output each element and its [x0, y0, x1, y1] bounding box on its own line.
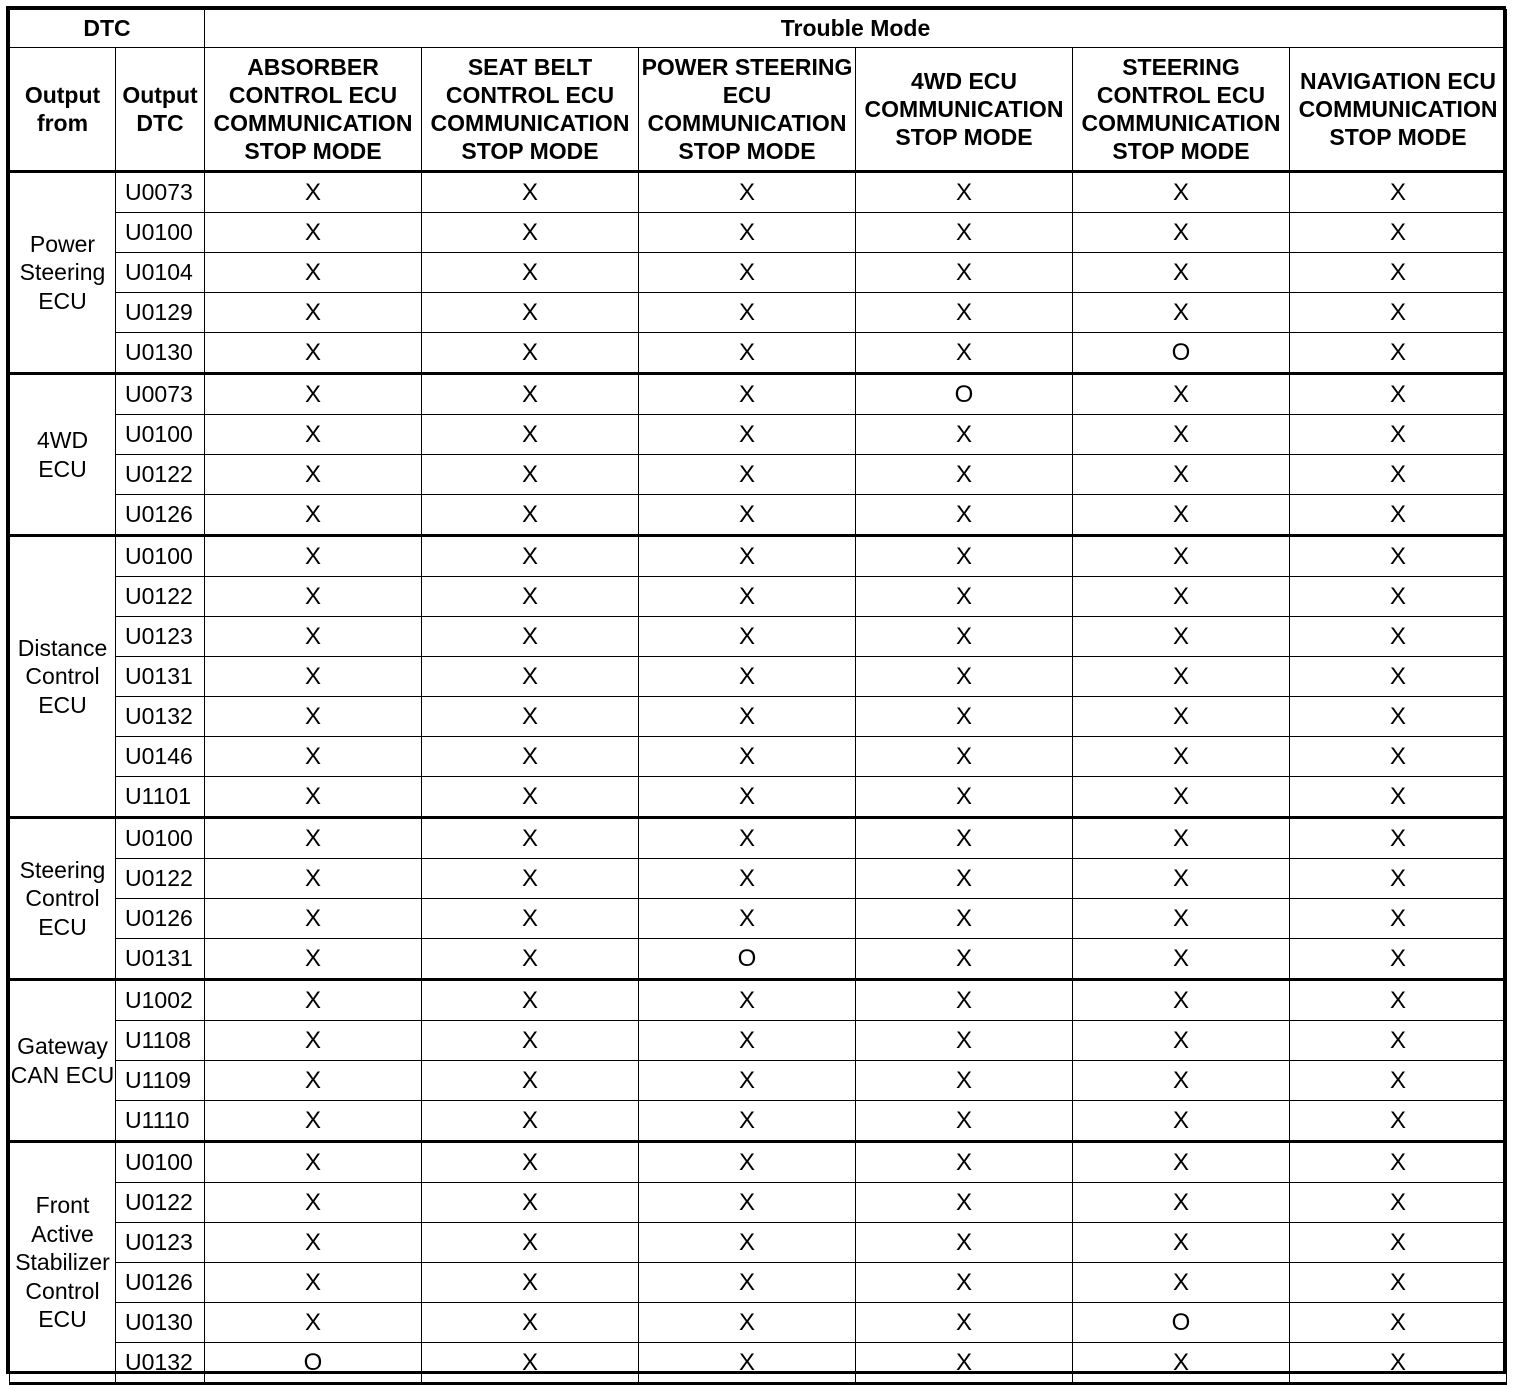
table-row: [10, 577, 1507, 617]
table-row: [10, 172, 1507, 213]
mode-mark-cell: X: [1290, 818, 1507, 859]
mode-mark-cell: X: [856, 213, 1073, 253]
mode-mark-cell: X: [1290, 1303, 1507, 1343]
mode-mark-cell: X: [205, 1021, 422, 1061]
output-dtc-header: Output DTC: [116, 48, 205, 172]
mode-mark-cell: X: [856, 172, 1073, 213]
mode-mark-cell: X: [422, 939, 639, 980]
mode-mark-cell: X: [1073, 213, 1290, 253]
mode-mark-cell: X: [856, 1101, 1073, 1142]
mode-mark-cell: X: [205, 980, 422, 1021]
mode-mark-cell: X: [639, 980, 856, 1021]
mode-mark-cell: X: [1073, 415, 1290, 455]
output-dtc-cell: U0073: [116, 172, 205, 213]
mode-mark-cell: X: [1290, 455, 1507, 495]
output-dtc-cell: U1108: [116, 1021, 205, 1061]
mode-mark-cell: X: [856, 657, 1073, 697]
mode-mark-cell: X: [1290, 980, 1507, 1021]
mode-mark-cell: X: [639, 333, 856, 374]
mode-mark-cell: X: [1290, 737, 1507, 777]
mode-mark-cell: X: [1290, 697, 1507, 737]
mode-mark-cell: X: [639, 1263, 856, 1303]
mode-mark-cell: X: [856, 859, 1073, 899]
mode-mark-cell: X: [1073, 899, 1290, 939]
output-dtc-cell: U0104: [116, 253, 205, 293]
mode-mark-cell: X: [422, 455, 639, 495]
mode-mark-cell: X: [1290, 1142, 1507, 1183]
mode-mark-cell: X: [422, 374, 639, 415]
mode-mark-cell: X: [1290, 1183, 1507, 1223]
mode-mark-cell: X: [205, 737, 422, 777]
mode-mark-cell: X: [1290, 213, 1507, 253]
output-dtc-cell: U0100: [116, 1142, 205, 1183]
trouble-mode-header: Trouble Mode: [205, 10, 1507, 48]
mode-mark-cell: O: [639, 939, 856, 980]
output-dtc-cell: U0123: [116, 617, 205, 657]
mode-mark-cell: X: [205, 1142, 422, 1183]
mode-mark-cell: X: [422, 293, 639, 333]
mode-mark-cell: X: [1290, 1021, 1507, 1061]
mode-mark-cell: X: [639, 1101, 856, 1142]
mode-mark-cell: X: [856, 1303, 1073, 1343]
mode-mark-cell: X: [205, 697, 422, 737]
mode-mark-cell: X: [1073, 1223, 1290, 1263]
mode-mark-cell: X: [205, 818, 422, 859]
table-row: [10, 657, 1507, 697]
mode-mark-cell: X: [856, 293, 1073, 333]
output-dtc-cell: U0132: [116, 1343, 205, 1384]
mode-mark-cell: X: [1290, 777, 1507, 818]
mode-mark-cell: X: [1290, 495, 1507, 536]
mode-mark-cell: X: [1073, 374, 1290, 415]
mode-mark-cell: X: [1073, 1021, 1290, 1061]
table-row: [10, 737, 1507, 777]
mode-mark-cell: X: [1073, 172, 1290, 213]
table-row: [10, 1223, 1507, 1263]
output-dtc-cell: U0100: [116, 818, 205, 859]
mode-mark-cell: X: [639, 172, 856, 213]
mode-header-seat-belt: SEAT BELT CONTROL ECU COMMUNICATION STOP MODE: [422, 48, 639, 172]
mode-mark-cell: X: [422, 1223, 639, 1263]
mode-mark-cell: X: [205, 213, 422, 253]
mode-mark-cell: X: [205, 577, 422, 617]
mode-mark-cell: X: [1073, 939, 1290, 980]
mode-mark-cell: X: [422, 1021, 639, 1061]
mode-mark-cell: X: [205, 899, 422, 939]
mode-mark-cell: X: [1073, 1061, 1290, 1101]
mode-mark-cell: X: [1073, 536, 1290, 577]
mode-mark-cell: X: [1290, 617, 1507, 657]
mode-mark-cell: X: [205, 939, 422, 980]
mode-mark-cell: X: [1290, 172, 1507, 213]
mode-mark-cell: O: [856, 374, 1073, 415]
mode-mark-cell: X: [856, 777, 1073, 818]
mode-mark-cell: X: [422, 899, 639, 939]
mode-mark-cell: X: [639, 777, 856, 818]
table-row: [10, 1343, 1507, 1384]
mode-mark-cell: X: [639, 1142, 856, 1183]
mode-mark-cell: X: [639, 859, 856, 899]
mode-mark-cell: X: [1290, 536, 1507, 577]
mode-mark-cell: X: [422, 253, 639, 293]
mode-mark-cell: X: [856, 899, 1073, 939]
table-body: [10, 172, 1507, 1384]
dtc-trouble-mode-table: [9, 9, 1507, 1385]
mode-mark-cell: X: [1073, 657, 1290, 697]
mode-mark-cell: X: [856, 697, 1073, 737]
mode-mark-cell: O: [205, 1343, 422, 1384]
mode-mark-cell: X: [1290, 253, 1507, 293]
mode-mark-cell: X: [1290, 939, 1507, 980]
mode-mark-cell: X: [205, 495, 422, 536]
mode-mark-cell: X: [205, 859, 422, 899]
mode-mark-cell: X: [1073, 253, 1290, 293]
mode-mark-cell: X: [1073, 1101, 1290, 1142]
output-dtc-cell: U0130: [116, 1303, 205, 1343]
output-dtc-cell: U1110: [116, 1101, 205, 1142]
mode-mark-cell: X: [205, 1223, 422, 1263]
mode-mark-cell: X: [1073, 859, 1290, 899]
mode-mark-cell: X: [422, 697, 639, 737]
mode-mark-cell: X: [422, 1061, 639, 1101]
mode-mark-cell: X: [856, 333, 1073, 374]
mode-mark-cell: X: [1290, 859, 1507, 899]
mode-mark-cell: X: [1290, 577, 1507, 617]
mode-mark-cell: X: [205, 1183, 422, 1223]
mode-mark-cell: X: [639, 213, 856, 253]
mode-mark-cell: X: [639, 1223, 856, 1263]
mode-mark-cell: X: [856, 1142, 1073, 1183]
table-row: [10, 1183, 1507, 1223]
mode-mark-cell: X: [639, 818, 856, 859]
mode-mark-cell: X: [422, 617, 639, 657]
output-dtc-cell: U1101: [116, 777, 205, 818]
output-dtc-cell: U0100: [116, 415, 205, 455]
mode-mark-cell: X: [639, 1021, 856, 1061]
mode-mark-cell: X: [1290, 374, 1507, 415]
mode-mark-cell: X: [1073, 1183, 1290, 1223]
mode-mark-cell: X: [422, 1183, 639, 1223]
mode-mark-cell: X: [422, 1343, 639, 1384]
mode-mark-cell: X: [422, 536, 639, 577]
mode-mark-cell: X: [856, 737, 1073, 777]
mode-mark-cell: X: [639, 495, 856, 536]
table-row: [10, 1021, 1507, 1061]
mode-mark-cell: X: [856, 1021, 1073, 1061]
output-dtc-cell: U0130: [116, 333, 205, 374]
mode-mark-cell: X: [639, 737, 856, 777]
mode-header-steering-control: STEERING CONTROL ECU COMMUNICATION STOP MODE: [1073, 48, 1290, 172]
table-row: [10, 1142, 1507, 1183]
mode-mark-cell: X: [856, 495, 1073, 536]
output-dtc-cell: U1002: [116, 980, 205, 1021]
mode-mark-cell: X: [205, 455, 422, 495]
mode-mark-cell: X: [639, 899, 856, 939]
output-dtc-cell: U1109: [116, 1061, 205, 1101]
output-dtc-cell: U0146: [116, 737, 205, 777]
mode-mark-cell: X: [1290, 1263, 1507, 1303]
mode-mark-cell: X: [422, 1142, 639, 1183]
mode-mark-cell: X: [1290, 1061, 1507, 1101]
output-from-cell: Gateway CAN ECU: [10, 980, 116, 1142]
output-dtc-cell: U0126: [116, 495, 205, 536]
mode-mark-cell: X: [856, 415, 1073, 455]
mode-mark-cell: X: [1290, 1343, 1507, 1384]
table-row: [10, 1263, 1507, 1303]
table-row: [10, 333, 1507, 374]
mode-mark-cell: X: [856, 1183, 1073, 1223]
output-dtc-cell: U0126: [116, 899, 205, 939]
mode-mark-cell: X: [422, 859, 639, 899]
output-from-header: Output from: [10, 48, 116, 172]
mode-header-navigation: NAVIGATION ECU COMMUNICATION STOP MODE: [1290, 48, 1507, 172]
output-from-cell: Front Active Stabilizer Control ECU: [10, 1142, 116, 1384]
mode-mark-cell: X: [1073, 617, 1290, 657]
mode-mark-cell: X: [639, 577, 856, 617]
output-dtc-cell: U0123: [116, 1223, 205, 1263]
mode-mark-cell: X: [1073, 737, 1290, 777]
mode-mark-cell: X: [1290, 1101, 1507, 1142]
mode-mark-cell: X: [1290, 293, 1507, 333]
mode-mark-cell: X: [205, 617, 422, 657]
mode-header-4wd: 4WD ECU COMMUNICATION STOP MODE: [856, 48, 1073, 172]
header-row-columns: [10, 48, 1507, 172]
mode-mark-cell: X: [856, 536, 1073, 577]
mode-mark-cell: X: [639, 617, 856, 657]
mode-mark-cell: X: [1290, 333, 1507, 374]
mode-mark-cell: X: [1073, 980, 1290, 1021]
mode-mark-cell: X: [1073, 495, 1290, 536]
output-dtc-cell: U0131: [116, 939, 205, 980]
mode-mark-cell: X: [205, 777, 422, 818]
mode-mark-cell: X: [205, 657, 422, 697]
mode-mark-cell: X: [856, 253, 1073, 293]
mode-mark-cell: O: [1073, 333, 1290, 374]
mode-mark-cell: X: [639, 1061, 856, 1101]
mode-mark-cell: X: [422, 818, 639, 859]
table-row: [10, 374, 1507, 415]
output-dtc-cell: U0122: [116, 859, 205, 899]
output-from-cell: 4WD ECU: [10, 374, 116, 536]
mode-mark-cell: X: [1073, 577, 1290, 617]
dtc-trouble-mode-table-frame: [6, 6, 1506, 1374]
mode-mark-cell: X: [422, 172, 639, 213]
table-row: [10, 213, 1507, 253]
output-from-cell: Power Steering ECU: [10, 172, 116, 374]
mode-mark-cell: X: [639, 455, 856, 495]
mode-mark-cell: X: [639, 253, 856, 293]
table-row: [10, 818, 1507, 859]
dtc-header: DTC: [10, 10, 205, 48]
output-dtc-cell: U0126: [116, 1263, 205, 1303]
output-dtc-cell: U0100: [116, 213, 205, 253]
mode-mark-cell: X: [639, 415, 856, 455]
mode-mark-cell: X: [422, 333, 639, 374]
mode-mark-cell: X: [639, 374, 856, 415]
mode-mark-cell: X: [856, 1223, 1073, 1263]
output-from-cell: Steering Control ECU: [10, 818, 116, 980]
table-row: [10, 777, 1507, 818]
table-row: [10, 293, 1507, 333]
output-dtc-cell: U0100: [116, 536, 205, 577]
mode-mark-cell: X: [1290, 899, 1507, 939]
mode-mark-cell: X: [639, 536, 856, 577]
mode-mark-cell: X: [205, 172, 422, 213]
table-row: [10, 415, 1507, 455]
table-row: [10, 697, 1507, 737]
table-row: [10, 1303, 1507, 1343]
mode-mark-cell: X: [205, 536, 422, 577]
output-dtc-cell: U0073: [116, 374, 205, 415]
mode-mark-cell: X: [422, 1303, 639, 1343]
table-row: [10, 939, 1507, 980]
mode-mark-cell: X: [205, 1303, 422, 1343]
mode-mark-cell: X: [639, 293, 856, 333]
mode-header-power-steering: POWER STEERING ECU COMMUNICATION STOP MODE: [639, 48, 856, 172]
mode-mark-cell: X: [205, 374, 422, 415]
mode-mark-cell: X: [422, 415, 639, 455]
mode-mark-cell: X: [639, 1183, 856, 1223]
output-dtc-cell: U0129: [116, 293, 205, 333]
output-dtc-cell: U0122: [116, 455, 205, 495]
mode-mark-cell: X: [856, 617, 1073, 657]
mode-mark-cell: X: [205, 293, 422, 333]
table-row: [10, 1101, 1507, 1142]
mode-mark-cell: X: [422, 495, 639, 536]
output-dtc-cell: U0132: [116, 697, 205, 737]
mode-mark-cell: X: [205, 1101, 422, 1142]
mode-mark-cell: X: [1290, 415, 1507, 455]
mode-mark-cell: X: [205, 1263, 422, 1303]
output-dtc-cell: U0122: [116, 1183, 205, 1223]
table-row: [10, 495, 1507, 536]
mode-mark-cell: X: [639, 1343, 856, 1384]
mode-mark-cell: X: [639, 1303, 856, 1343]
table-row: [10, 617, 1507, 657]
table-row: [10, 899, 1507, 939]
mode-mark-cell: X: [1073, 1263, 1290, 1303]
mode-mark-cell: X: [856, 455, 1073, 495]
mode-mark-cell: X: [422, 980, 639, 1021]
table-row: [10, 859, 1507, 899]
table-row: [10, 536, 1507, 577]
mode-mark-cell: X: [856, 577, 1073, 617]
mode-mark-cell: X: [205, 415, 422, 455]
output-dtc-cell: U0122: [116, 577, 205, 617]
output-dtc-cell: U0131: [116, 657, 205, 697]
table-row: [10, 980, 1507, 1021]
mode-mark-cell: X: [1073, 1343, 1290, 1384]
mode-mark-cell: X: [422, 1263, 639, 1303]
mode-mark-cell: O: [1073, 1303, 1290, 1343]
mode-mark-cell: X: [1073, 697, 1290, 737]
mode-header-absorber: ABSORBER CONTROL ECU COMMUNICATION STOP MODE: [205, 48, 422, 172]
mode-mark-cell: X: [856, 1343, 1073, 1384]
table-row: [10, 1061, 1507, 1101]
mode-mark-cell: X: [639, 657, 856, 697]
mode-mark-cell: X: [1073, 293, 1290, 333]
table-row: [10, 455, 1507, 495]
mode-mark-cell: X: [422, 737, 639, 777]
mode-mark-cell: X: [856, 980, 1073, 1021]
mode-mark-cell: X: [422, 577, 639, 617]
header-row-top: [10, 10, 1507, 48]
mode-mark-cell: X: [1290, 657, 1507, 697]
mode-mark-cell: X: [205, 253, 422, 293]
table-row: [10, 253, 1507, 293]
mode-mark-cell: X: [1073, 818, 1290, 859]
mode-mark-cell: X: [422, 777, 639, 818]
mode-mark-cell: X: [422, 213, 639, 253]
mode-mark-cell: X: [856, 939, 1073, 980]
mode-mark-cell: X: [422, 657, 639, 697]
mode-mark-cell: X: [1073, 777, 1290, 818]
mode-mark-cell: X: [1073, 1142, 1290, 1183]
mode-mark-cell: X: [856, 1061, 1073, 1101]
mode-mark-cell: X: [856, 818, 1073, 859]
mode-mark-cell: X: [205, 1061, 422, 1101]
mode-mark-cell: X: [1290, 1223, 1507, 1263]
mode-mark-cell: X: [422, 1101, 639, 1142]
mode-mark-cell: X: [1073, 455, 1290, 495]
mode-mark-cell: X: [639, 697, 856, 737]
output-from-cell: Distance Control ECU: [10, 536, 116, 818]
mode-mark-cell: X: [856, 1263, 1073, 1303]
mode-mark-cell: X: [205, 333, 422, 374]
